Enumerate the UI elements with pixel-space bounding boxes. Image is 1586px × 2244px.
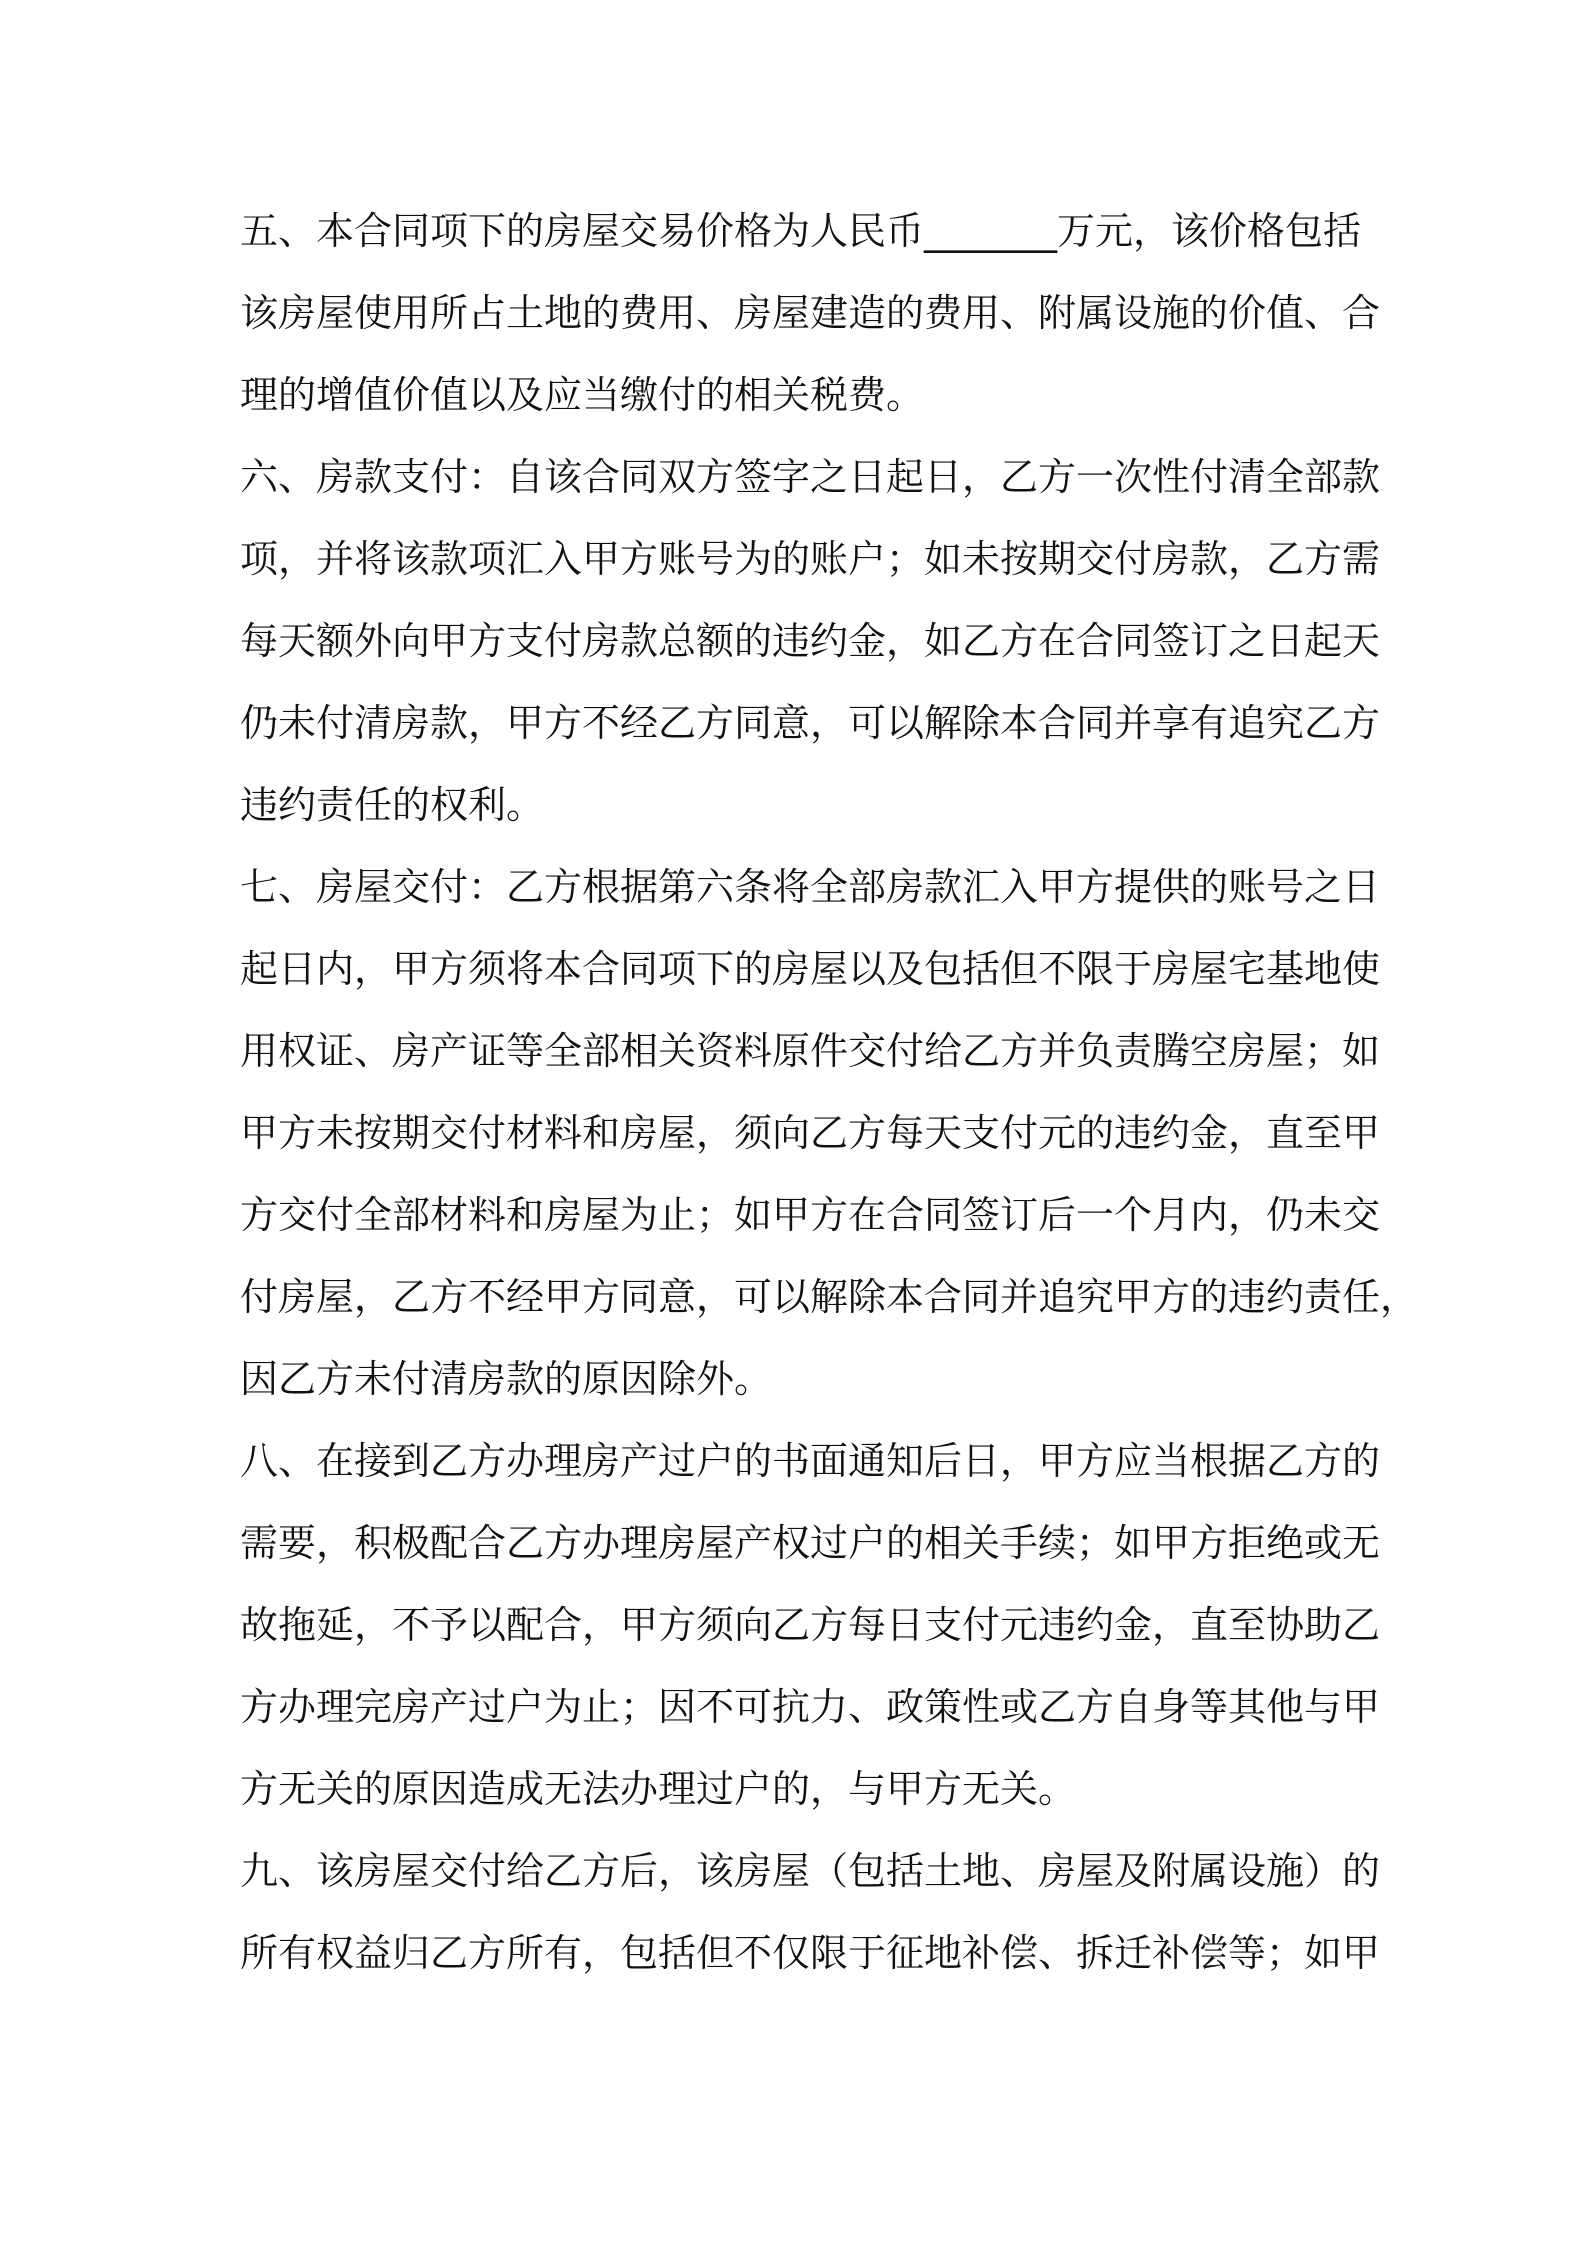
text-line: 用权证、房产证等全部相关资料原件交付给乙方并负责腾空房屋；如: [240, 1029, 1381, 1073]
text-line: 甲方未按期交付材料和房屋，须向乙方每天支付元的违约金，直至甲: [240, 1111, 1381, 1155]
text-line: 八、在接到乙方办理房产过户的书面通知后日，甲方应当根据乙方的: [240, 1439, 1381, 1483]
text-line: 六、房款支付：自该合同双方签字之日起日，乙方一次性付清全部款: [240, 455, 1381, 499]
clause-5-paragraph: [240, 190, 1381, 436]
text-line: 方交付全部材料和房屋为止；如甲方在合同签订后一个月内，仍未交: [240, 1193, 1381, 1237]
text-line: 理的增值价值以及应当缴付的相关税费。: [240, 373, 925, 417]
text-line: 因乙方未付清房款的原因除外。: [240, 1357, 773, 1401]
text-line: 需要，积极配合乙方办理房屋产权过户的相关手续；如甲方拒绝或无: [240, 1521, 1381, 1565]
text-line: 七、房屋交付：乙方根据第六条将全部房款汇入甲方提供的账号之日: [240, 865, 1381, 909]
clause-6-paragraph: [240, 436, 1381, 846]
text-line: 起日内，甲方须将本合同项下的房屋以及包括但不限于房屋宅基地使: [240, 947, 1381, 991]
text-line: 九、该房屋交付给乙方后，该房屋（包括土地、房屋及附属设施）的: [240, 1849, 1381, 1893]
text-line: 所有权益归乙方所有，包括但不仅限于征地补偿、拆迁补偿等；如甲: [240, 1931, 1381, 1975]
text-line: 仍未付清房款，甲方不经乙方同意，可以解除本合同并享有追究乙方: [240, 701, 1381, 745]
clause-7-paragraph: [240, 846, 1419, 1420]
text-line: 项，并将该款项汇入甲方账号为的账户；如未按期交付房款，乙方需: [240, 537, 1381, 581]
text-line: 方无关的原因造成无法办理过户的，与甲方无关。: [240, 1767, 1077, 1811]
text-line: 违约责任的权利。: [240, 783, 545, 827]
clause-9-paragraph: [240, 1830, 1381, 1994]
text-line: 每天额外向甲方支付房款总额的违约金，如乙方在合同签订之日起天: [240, 619, 1381, 663]
text-line: 该房屋使用所占土地的费用、房屋建造的费用、附属设施的价值、合: [240, 291, 1381, 335]
text-line: 付房屋，乙方不经甲方同意，可以解除本合同并追究甲方的违约责任，: [240, 1275, 1419, 1319]
document-body: [240, 190, 1419, 1994]
text-line: 故拖延，不予以配合，甲方须向乙方每日支付元违约金，直至协助乙: [240, 1603, 1381, 1647]
clause-8-paragraph: [240, 1420, 1381, 1830]
text-line: 方办理完房产过户为止；因不可抗力、政策性或乙方自身等其他与甲: [240, 1685, 1381, 1729]
text-line: 五、本合同项下的房屋交易价格为人民币_______万元，该价格包括: [240, 209, 1362, 253]
